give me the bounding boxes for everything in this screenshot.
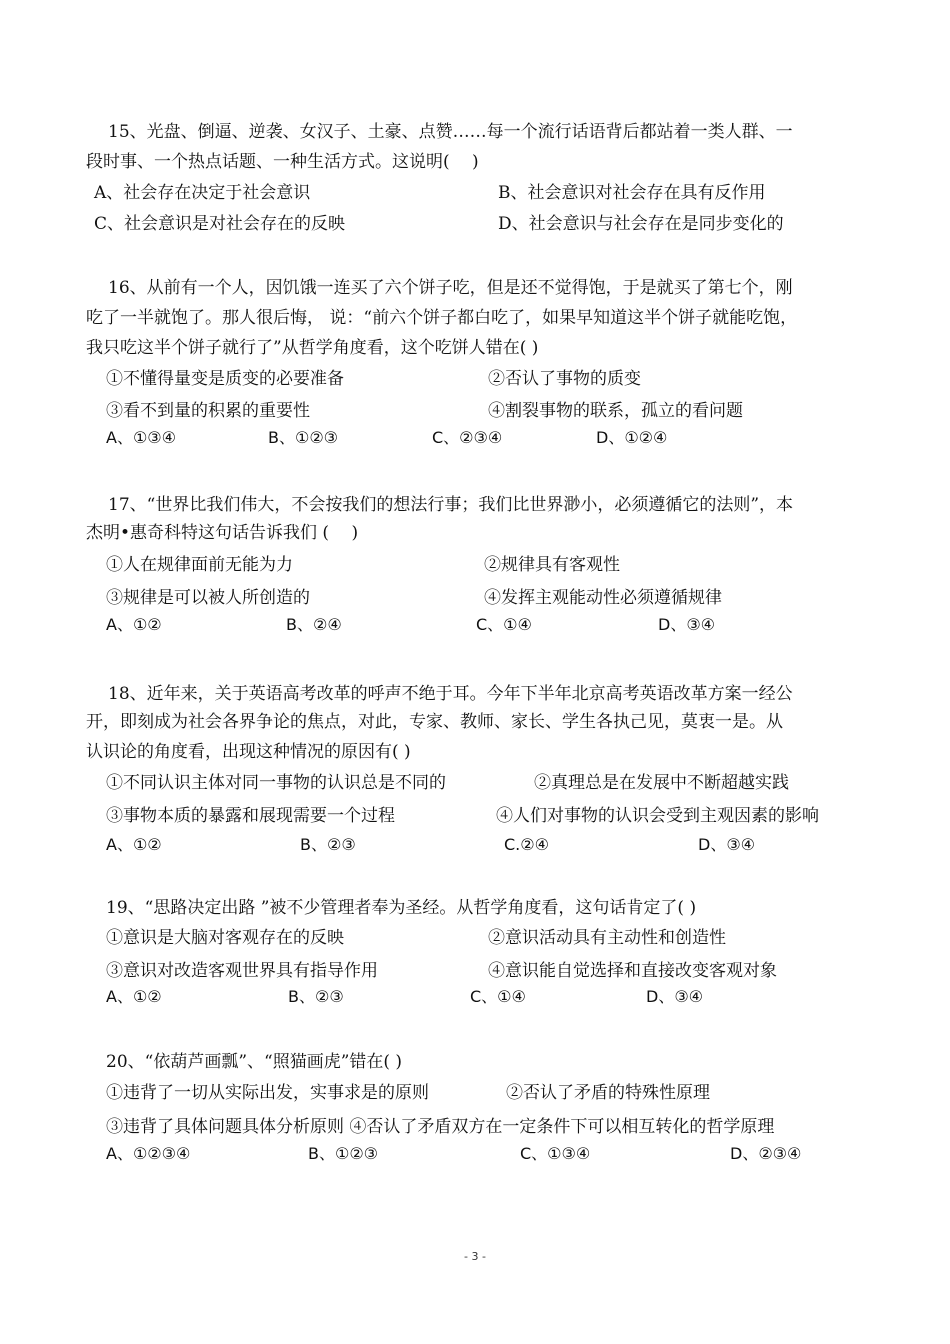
answer-d: D、③④ [658,615,716,634]
statement-3: ③意识对改造客观世界具有指导作用 [106,961,378,981]
statement-4: ④发挥主观能动性必须遵循规律 [484,588,722,608]
answer-a: A、①②③④ [106,1144,191,1163]
option-a: A、社会存在决定于社会意识 [94,183,311,203]
answer-d: D、①②④ [596,428,668,447]
statement-2: ②真理总是在发展中不断超越实践 [534,773,789,793]
question-stem-line: 20、“依葫芦画瓢”、“照猫画虎”错在( ) [106,1052,403,1072]
statement-1: ①违背了一切从实际出发，实事求是的原则 [106,1083,429,1103]
answer-d: D、②③④ [730,1144,802,1163]
question-stem-line: 16、从前有一个人，因饥饿一连买了六个饼子吃，但是还不觉得饱，于是就买了第七个，刚 [108,278,793,298]
answer-b: B、①②③ [268,428,339,447]
answer-c: C.②④ [504,835,549,854]
question-stem-line: 19、“思路决定出路 ”被不少管理者奉为圣经。从哲学角度看，这句话肯定了( ) [106,898,697,918]
option-c: C、社会意识是对社会存在的反映 [94,214,346,234]
statement-1: ①意识是大脑对客观存在的反映 [106,928,344,948]
answer-c: C、①③④ [520,1144,591,1163]
question-stem-line: 15、光盘、倒逼、逆袭、女汉子、土豪、点赞……每一个流行话语背后都站着一类人群、一 [108,122,793,142]
question-stem-line: 开，即刻成为社会各界争论的焦点，对此，专家、教师、家长、学生各执己见，莫衷一是。从 [86,712,783,732]
statement-1: ①人在规律面前无能为力 [106,555,293,575]
answer-a: A、①② [106,615,162,634]
statement-3: ③规律是可以被人所创造的 [106,588,310,608]
statement-3: ③看不到量的积累的重要性 [106,401,310,421]
answer-c: C、①④ [476,615,532,634]
answer-d: D、③④ [646,987,704,1006]
question-stem-line: 我只吃这半个饼子就行了”从哲学角度看，这个吃饼人错在( ) [86,338,539,358]
question-stem-line: 杰明•惠奇科特这句话告诉我们 ( ) [86,523,359,543]
answer-a: A、①③④ [106,428,176,447]
question-stem-line: 认识论的角度看，出现这种情况的原因有( ) [86,742,411,762]
statement-1: ①不懂得量变是质变的必要准备 [106,369,344,389]
statement-2: ②否认了事物的质变 [488,369,641,389]
option-d: D、社会意识与社会存在是同步变化的 [498,214,784,234]
statement-4: ④割裂事物的联系，孤立的看问题 [488,401,743,421]
statement-4: ④意识能自觉选择和直接改变客观对象 [488,961,777,981]
statement-1: ①不同认识主体对同一事物的认识总是不同的 [106,773,446,793]
statement-2: ②否认了矛盾的特殊性原理 [506,1083,710,1103]
page-number: - 3 - [464,1250,486,1263]
answer-a: A、①② [106,835,162,854]
answer-c: C、②③④ [432,428,503,447]
answer-c: C、①④ [470,987,526,1006]
answer-a: A、①② [106,987,162,1006]
statement-2: ②意识活动具有主动性和创造性 [488,928,726,948]
option-b: B、社会意识对社会存在具有反作用 [498,183,766,203]
answer-b: B、②③ [288,987,344,1006]
question-stem-line: 吃了一半就饱了。那人很后悔， 说：“前六个饼子都白吃了，如果早知道这半个饼子就能吃饱， [86,308,798,328]
statement-2: ②规律具有客观性 [484,555,620,575]
answer-b: B、②③ [300,835,356,854]
question-stem-line: 17、“世界比我们伟大，不会按我们的想法行事；我们比世界渺小，必须遵循它的法则”，本 [108,495,794,515]
statement-3: ③事物本质的暴露和展现需要一个过程 [106,806,395,826]
question-stem-line: 18、近年来，关于英语高考改革的呼声不绝于耳。今年下半年北京高考英语改革方案一经公 [108,684,793,704]
answer-b: B、①②③ [308,1144,379,1163]
statement-3-4: ③违背了具体问题具体分析原则 ④否认了矛盾双方在一定条件下可以相互转化的哲学原理 [106,1117,775,1137]
statement-4: ④人们对事物的认识会受到主观因素的影响 [496,806,819,826]
question-stem-line: 段时事、一个热点话题、一种生活方式。这说明( ) [86,152,479,172]
answer-d: D、③④ [698,835,756,854]
answer-b: B、②④ [286,615,342,634]
